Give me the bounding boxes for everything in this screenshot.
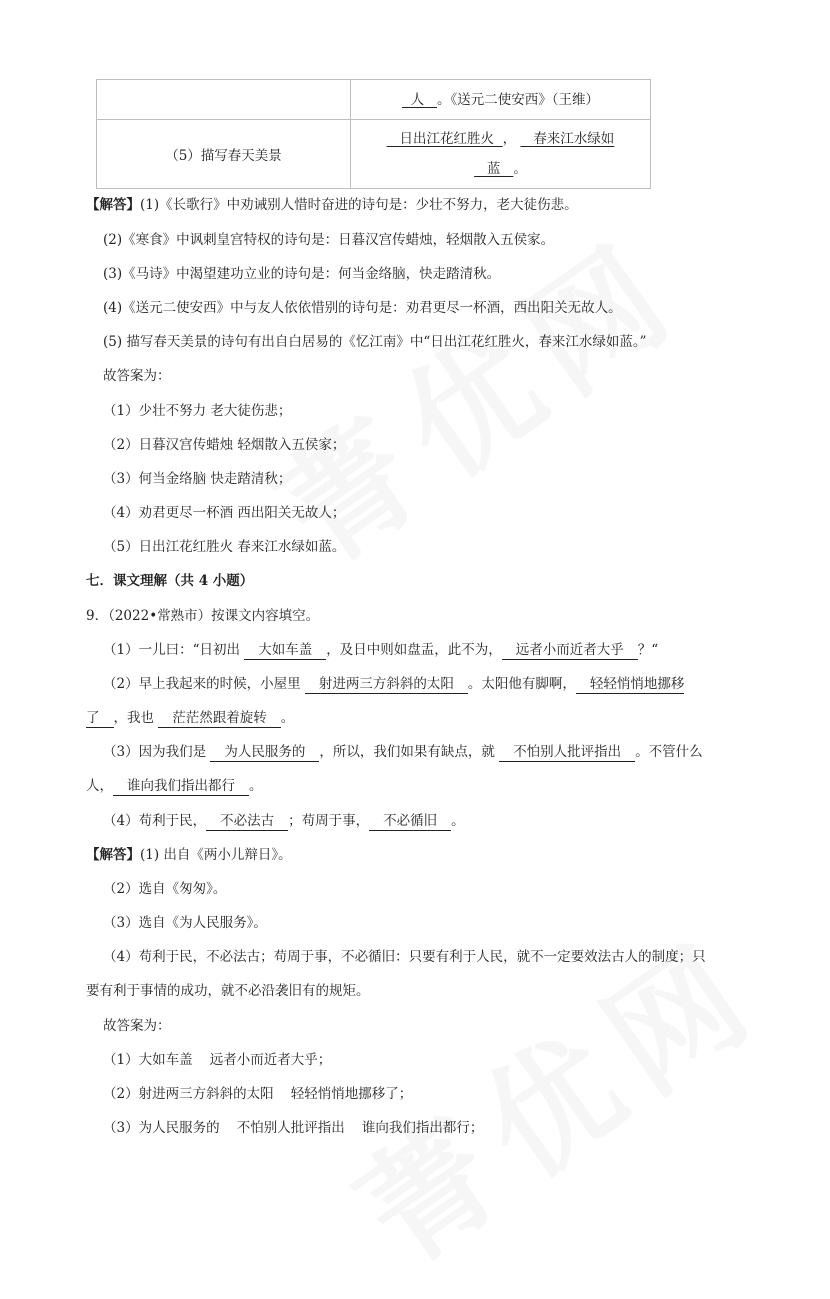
table-cell: （5）描写春天美景 — [97, 120, 351, 189]
fill-blank: 不怕别人批评指出 — [499, 744, 635, 762]
table-row — [97, 80, 651, 120]
fill-blank: 人 — [410, 91, 425, 108]
fill-blank: 不必循旧 — [369, 813, 451, 831]
fill-blank: 谁向我们指出都行 — [113, 778, 249, 796]
answer-line: （3）选自《为人民服务》。 — [103, 915, 267, 931]
fill-blank: 蓝 — [487, 161, 501, 177]
section-heading: 七．课文理解（共 4 小题） — [86, 573, 254, 589]
table-cell: 日出江花红胜火 ， 春来江水绿如 蓝 。 — [351, 120, 651, 189]
answer-line: （2）选自《匆匆》。 — [103, 881, 227, 897]
table-cell — [351, 80, 651, 120]
final-answer: （1）大如车盖 远者小而近者大乎； — [103, 1052, 332, 1068]
final-label: 故答案为： — [103, 368, 171, 384]
answer-line: (2)《寒食》中讽刺皇宫特权的诗句是：日暮汉宫传蜡烛，轻烟散入五侯家。 — [103, 232, 555, 248]
final-answer: （5）日出江花红胜火 春来江水绿如蓝。 — [103, 539, 346, 555]
question-part: 了 ，我也 茫茫然跟着旋转 。 — [86, 710, 295, 726]
final-answer: （2）射进两三方斜斜的太阳 轻轻悄悄地挪移了； — [103, 1086, 413, 1102]
answer-line: 【解答】(1)《长歌行》中劝诫别人惜时奋进的诗句是：少壮不努力，老大徒伤悲。 — [86, 197, 578, 213]
answer-line: 要有利于事情的成功，就不必沿袭旧有的规矩。 — [86, 983, 370, 999]
fill-blank: 为人民服务的 — [210, 744, 319, 762]
fill-blank: 日出江花红胜火 — [399, 131, 495, 147]
final-label: 故答案为： — [103, 1018, 171, 1034]
answer-line: (4)《送元二使安西》中与友人依依惜别的诗句是：劝君更尽一杯酒，西出阳关无故人。 — [103, 300, 622, 316]
answer-table — [96, 79, 651, 189]
question-part: （2）早上我起来的时候，小屋里 射进两三方斜斜的太阳 。太阳他有脚啊， 轻轻悄悄地挪移 — [103, 676, 685, 692]
final-answer: （1）少壮不努力 老大徒伤悲； — [103, 403, 292, 419]
table-cell — [97, 80, 351, 120]
answer-line: 【解答】(1) 出自《两小儿辩日》。 — [86, 847, 292, 863]
fill-blank: 茫茫然跟着旋转 — [158, 710, 281, 728]
answer-line: （4）苟利于民，不必法古；苟周于事，不必循旧：只要有利于人民，就不一定要效法古人的制度；只 — [103, 949, 706, 965]
question-part: 人， 谁向我们指出都行 。 — [86, 778, 263, 794]
final-answer: （3）为人民服务的 不怕别人批评指出 谁向我们指出都行； — [103, 1120, 484, 1136]
table-row — [97, 120, 651, 189]
cell-text: 。《送元二使安西》（王维） — [436, 91, 599, 108]
question-part: （1）一儿曰：“日初出 大如车盖 ，及日中则如盘盂，此不为， 远者小而近者大乎 ？“ — [103, 642, 659, 658]
fill-blank: 轻轻悄悄地挪移 — [576, 676, 685, 694]
answer-line: (5) 描写春天美景的诗句有出自白居易的《忆江南》中“日出江花红胜火，春来江水绿如蓝。” — [103, 334, 647, 350]
final-answer: （4）劝君更尽一杯酒 西出阳关无故人； — [103, 505, 346, 521]
fill-blank: 射进两三方斜斜的太阳 — [305, 676, 468, 694]
final-answer: （2）日暮汉宫传蜡烛 轻烟散入五侯家； — [103, 437, 346, 453]
fill-blank: 远者小而近者大乎 — [502, 642, 638, 660]
fill-blank: 了 — [86, 710, 114, 728]
fill-blank: 不必法古 — [206, 813, 288, 831]
fill-blank: 大如车盖 — [244, 642, 326, 660]
question-stem: 9．（2022•常熟市）按课文内容填空。 — [86, 608, 320, 624]
question-part: （3）因为我们是 为人民服务的 ，所以，我们如果有缺点，就 不怕别人批评指出 。不管什么 — [103, 744, 703, 760]
final-answer: （3）何当金络脑 快走踏清秋； — [103, 471, 292, 487]
answer-line: (3)《马诗》中渴望建功立业的诗句是：何当金络脑，快走踏清秋。 — [103, 266, 501, 282]
fill-blank: 春来江水绿如 — [533, 131, 615, 147]
question-part: （4）苟利于民， 不必法古 ；苟周于事， 不必循旧 。 — [103, 813, 465, 829]
